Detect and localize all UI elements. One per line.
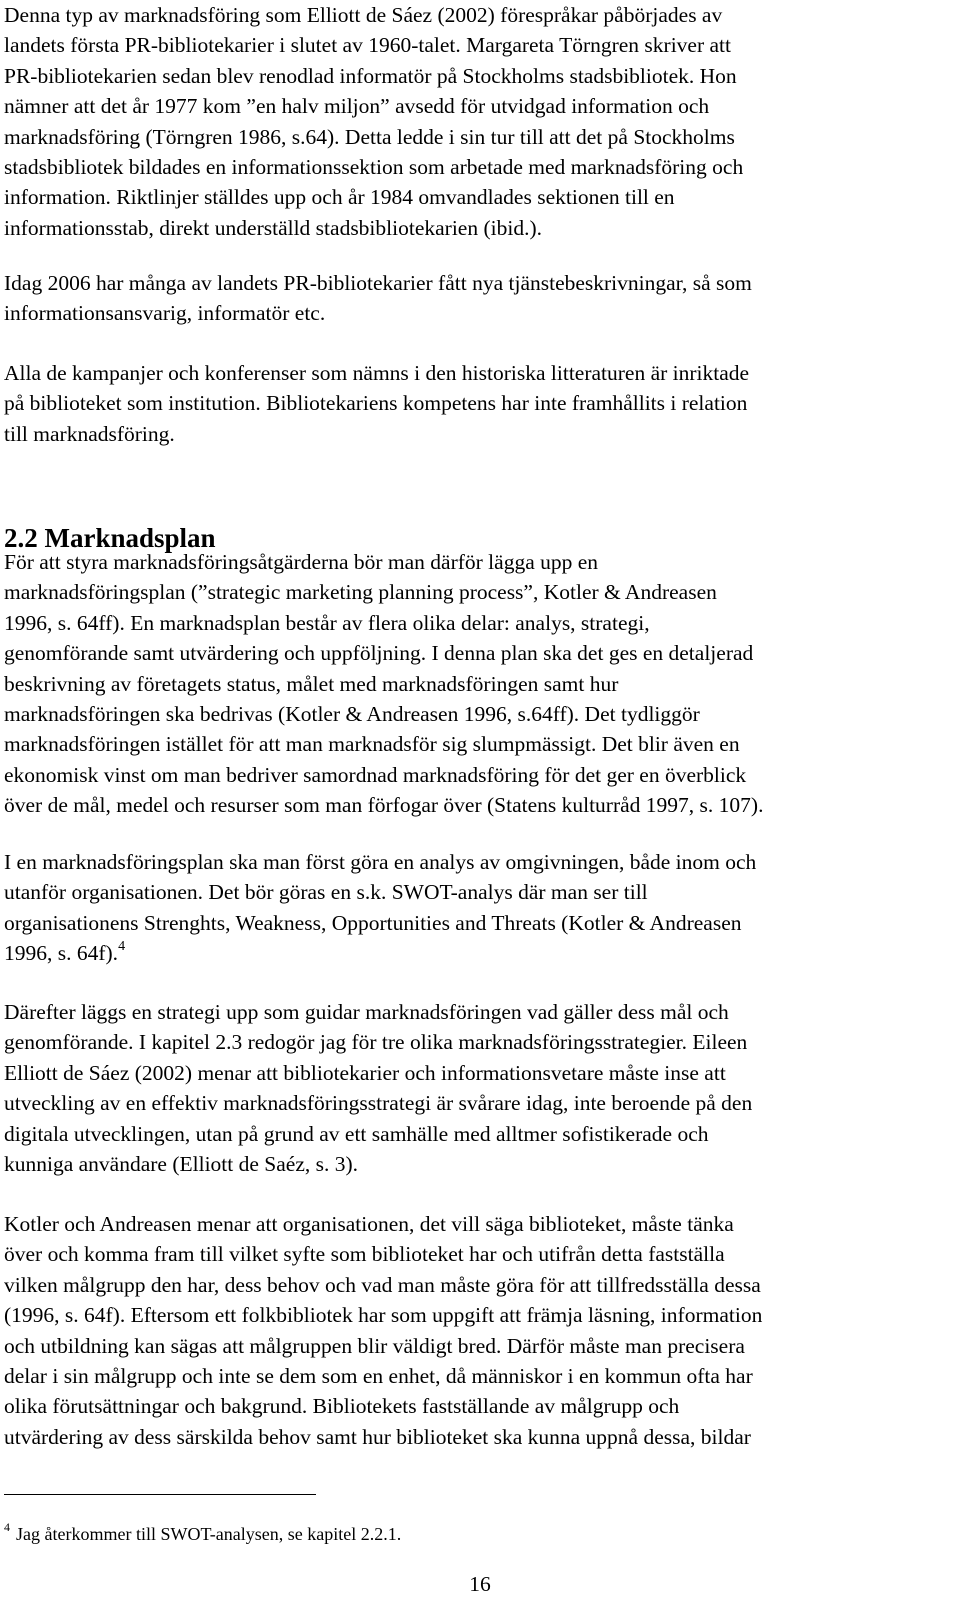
text-line: landets första PR-bibliotekarier i slutet av 1960-talet. Margareta Törngren skriver att: [4, 33, 732, 58]
text-line: Alla de kampanjer och konferenser som nämns i den historiska litteraturen är inriktade: [4, 361, 750, 385]
text-line: beskrivning av företagets status, målet med marknadsföringen samt hur: [4, 671, 619, 696]
text-line: organisationens Strenghts, Weakness, Opportunities and Threats (Kotler & Andreasen: [4, 910, 742, 935]
text-line: 1996, s. 64ff). En marknadsplan består av flera olika delar: analys, strategi,: [4, 610, 650, 635]
text-line: nämner att det år 1977 kom ”en halv miljon” avsedd för utvidgad information och: [4, 94, 710, 119]
text-line: Därefter läggs en strategi upp som guidar marknadsföringen vad gäller dess mål och: [4, 1000, 729, 1024]
paragraph-strategy: [4, 997, 954, 1179]
page-number: 16: [469, 1572, 491, 1596]
footnote-number: 4: [4, 1520, 10, 1534]
text-line: stadsbibliotek bildades en informationssektion som arbetade med marknadsföring och: [4, 154, 744, 179]
paragraph-swot: [4, 847, 954, 969]
text-line: kunniga användare (Elliott de Saéz, s. 3).: [4, 1151, 359, 1176]
text-line: och utbildning kan sägas att målgruppen blir väldigt bred. Därför måste man precisera: [4, 1333, 745, 1358]
text-line: Kotler och Andreasen menar att organisationen, det vill säga biblioteket, måste tänka: [4, 1212, 734, 1236]
text-line: För att styra marknadsföringsåtgärderna bör man därför lägga upp en: [4, 550, 599, 574]
text-line: utanför organisationen. Det bör göras en s.k. SWOT-analys där man ser till: [4, 880, 648, 905]
text-line: PR-bibliotekarien sedan blev renodlad informatör på Stockholms stadsbibliotek. Hon: [4, 63, 737, 88]
text-line: utveckling av en effektiv marknadsföringsstrategi är svårare idag, inte beroende på den: [4, 1091, 753, 1116]
text-line: utvärdering av dess särskilda behov samt hur biblioteket ska kunna uppnå dessa, bildar: [4, 1424, 751, 1449]
text-line: Elliott de Sáez (2002) menar att bibliotekarier och informationsvetare måste inse att: [4, 1060, 726, 1085]
text-line-content: 1996, s. 64f).: [4, 941, 119, 966]
paragraph-campaigns: [4, 358, 954, 449]
text-line: I en marknadsföringsplan ska man först göra en analys av omgivningen, både inom och: [4, 850, 757, 874]
footnote-divider: [4, 1494, 316, 1495]
text-line: till marknadsföring.: [4, 421, 175, 446]
text-line: informationsansvarig, informatör etc.: [4, 301, 326, 326]
text-line: information. Riktlinjer ställdes upp och år 1984 omvandlades sektionen till en: [4, 185, 675, 210]
text-line: genomförande samt utvärdering och uppföljning. I denna plan ska det ges en detaljerad: [4, 641, 754, 666]
section-heading: 2.2 Marknadsplan: [4, 523, 216, 553]
footnote-text: Jag återkommer till SWOT-analysen, se kapitel 2.2.1.: [16, 1524, 402, 1544]
text-line: marknadsföring (Törngren 1986, s.64). Detta ledde i sin tur till att det på Stockholms: [4, 124, 735, 149]
text-line: digitala utvecklingen, utan på grund av ett samhälle med alltmer sofistikerade och: [4, 1121, 709, 1146]
paragraph-marketing-plan: [4, 547, 954, 821]
text-line: (1996, s. 64f). Eftersom ett folkbibliotek har som uppgift att främja läsning, information: [4, 1303, 763, 1328]
text-line: marknadsföringsplan (”strategic marketing planning process”, Kotler & Andreasen: [4, 580, 717, 605]
text-line: ekonomisk vinst om man bedriver samordnad marknadsföring för det ger en överblick: [4, 762, 747, 787]
text-line: informationsstab, direkt underställd stadsbibliotekarien (ibid.).: [4, 215, 542, 240]
text-line: Denna typ av marknadsföring som Elliott de Sáez (2002) förespråkar påbörjades av: [4, 3, 723, 27]
paragraph-pr-history: [4, 0, 954, 243]
footnote-reference: 4: [118, 939, 126, 955]
text-line: vilken målgrupp den har, dess behov och vad man måste göra för att tillfredsställa dessa: [4, 1272, 761, 1297]
footnote: [4, 1522, 401, 1546]
paragraph-job-descriptions: [4, 268, 954, 329]
text-line: på biblioteket som institution. Bibliotekariens kompetens har inte framhållits i relation: [4, 391, 748, 416]
text-line: över de mål, medel och resurser som man förfogar över (Statens kulturråd 1997, s. 107).: [4, 793, 764, 818]
text-line: [4, 938, 954, 968]
text-line: olika förutsättningar och bakgrund. Bibliotekets fastställande av målgrupp och: [4, 1394, 680, 1419]
paragraph-target-group: [4, 1209, 954, 1452]
text-line: marknadsföringen istället för att man marknadsför sig slumpmässigt. Det blir även en: [4, 732, 740, 757]
text-line: marknadsföringen ska bedrivas (Kotler & Andreasen 1996, s.64ff). Det tydliggör: [4, 701, 700, 726]
text-line: genomförande. I kapitel 2.3 redogör jag för tre olika marknadsföringsstrategier. Eileen: [4, 1030, 748, 1055]
text-line: över och komma fram till vilket syfte som biblioteket har och utifrån detta fastställa: [4, 1242, 725, 1267]
text-line: Idag 2006 har många av landets PR-bibliotekarier fått nya tjänstebeskrivningar, så som: [4, 271, 752, 295]
text-line: delar i sin målgrupp och inte se dem som en enhet, då människor i en kommun ofta har: [4, 1363, 753, 1388]
